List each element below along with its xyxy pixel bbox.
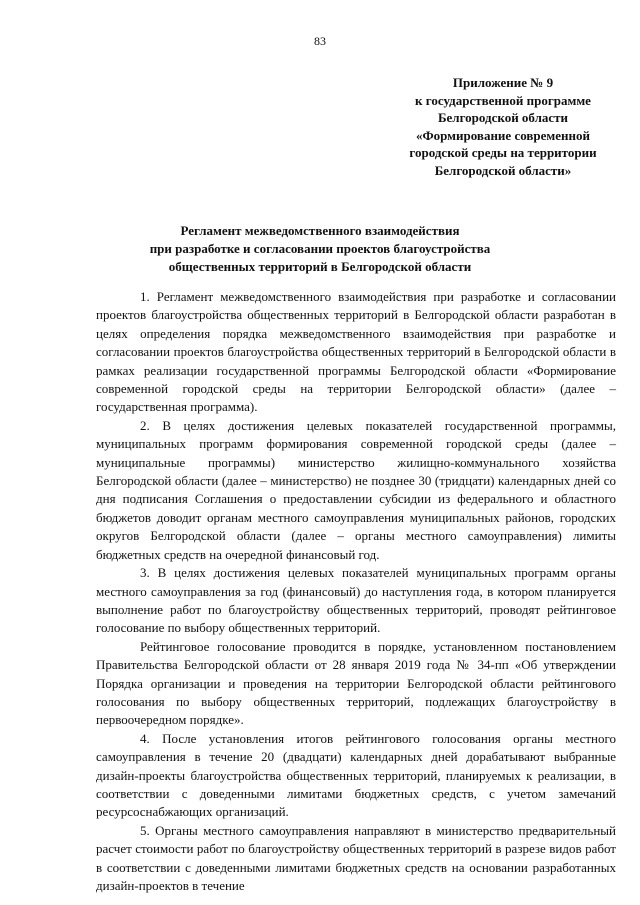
appendix-line: Приложение № 9	[452, 75, 554, 90]
appendix-header	[378, 74, 628, 179]
appendix-line: к государственной программе	[415, 92, 591, 108]
appendix-line: городской среды на территории	[409, 145, 597, 160]
title-line: общественных территорий в Белгородской области	[168, 259, 472, 274]
paragraph-3: 3. В целях достижения целевых показателей муниципальных программ органы местного самоуправления за год (финансовый) до наступления года, в котором планируется выполнение работ по благоустройству общественных территорий, проводят рейтинговое голосование по выбору общественных территорий.	[96, 565, 616, 636]
appendix-line: Белгородской области»	[434, 162, 572, 178]
page-number: 83	[314, 34, 326, 48]
paragraph-4: 4. После установления итогов рейтингового голосования органы местного самоуправления в течение 20 (двадцати) календарных дней дорабатывают выбранные дизайн-проекты благоустройства общественных территорий, планируемых к реализации, в соответствии с доведенными лимитами бюджетных средств, с учетом замечаний ресурсоснабжающих организаций.	[96, 730, 616, 820]
document-title	[0, 222, 640, 276]
paragraph-3-continued: Рейтинговое голосование проводится в порядке, установленном постановлением Правительства Белгородской области от 28 января 2019 года № 34-пп «Об утверждении Порядка организации и проведения на территории Белгородской области рейтингового голосования по выбору общественных территорий, подлежащих благоустройству в первоочередном порядке».	[96, 638, 616, 728]
paragraph-2: 2. В целях достижения целевых показателей государственной программы, муниципальных программ формирования современной городской среды (далее – муниципальные программы) министерство жилищно-коммунального хозяйства Белгородской области (далее – министерство) не позднее 30 (тридцати) календарных дней со дня подписания Соглашения о предоставлении субсидии из федерального и областного бюджетов доводит органам местного самоуправления муниципальных районов, городских округов Белгородской области (далее – органы местного самоуправления) лимиты бюджетных средств на очередной финансовый год.	[96, 417, 616, 562]
appendix-line: Белгородской области	[437, 110, 569, 125]
title-line: Регламент межведомственного взаимодействия	[180, 223, 460, 238]
paragraph-1: 1. Регламент межведомственного взаимодействия при разработке и согласовании проектов благоустройства общественных территорий в Белгородской области разработан в целях определения порядка межведомственного взаимодействия при разработке и согласовании проектов благоустройства общественных территорий в Белгородской области в рамках реализации государственной программы Белгородской области «Формирование современной городской среды на территории Белгородской области» (далее –государственная программа).	[96, 289, 616, 415]
title-line: при разработке и согласовании проектов благоустройства	[149, 241, 491, 256]
appendix-line: «Формирование современной	[415, 127, 591, 143]
document-body	[96, 288, 616, 895]
paragraph-5: 5. Органы местного самоуправления направляют в министерство предварительный расчет стоимости работ по благоустройству общественных территорий в разрезе видов работ в соответствии с доведенными лимитами бюджетных средств на основании разработанных дизайн-проектов в течение	[96, 822, 616, 893]
